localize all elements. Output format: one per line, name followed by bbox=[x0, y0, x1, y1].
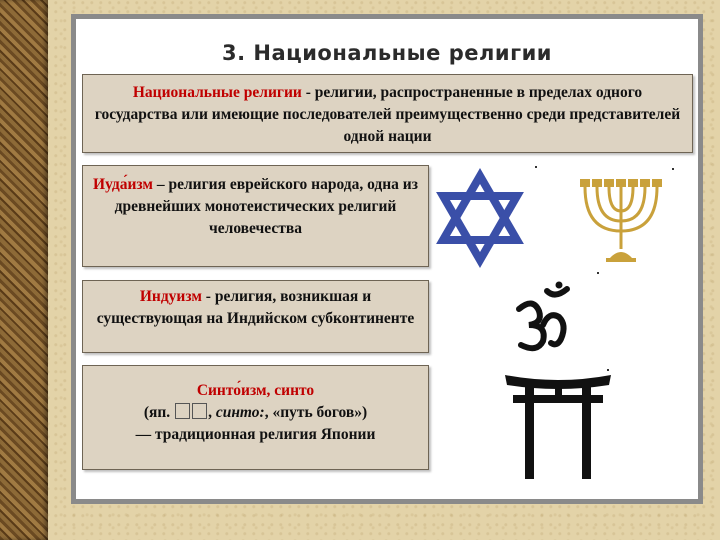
dot-mark bbox=[672, 168, 674, 170]
menorah-icon bbox=[571, 169, 671, 269]
decorative-strip bbox=[0, 0, 48, 540]
torii-icon bbox=[503, 369, 613, 479]
kanji-glyph bbox=[175, 403, 190, 419]
hinduism-box bbox=[82, 280, 429, 353]
definition-term: Национальные религии bbox=[132, 84, 302, 101]
judaism-box bbox=[82, 165, 429, 267]
hinduism-text: - религия, возникшая и существующая на Индийском субконтиненте bbox=[96, 288, 415, 327]
definition-text: - религии, распространенные в пределах одного государства или имеющие последователей преимущественно среди представителей одной нации bbox=[94, 84, 681, 145]
definition-box bbox=[82, 74, 693, 153]
shinto-line2: (яп. , синто:, «путь богов») bbox=[143, 404, 368, 421]
slide-panel bbox=[71, 14, 703, 504]
shinto-box bbox=[82, 365, 429, 470]
judaism-term: Иуда́изм bbox=[93, 176, 153, 193]
shinto-term: Синто́изм, синто bbox=[196, 382, 315, 399]
hinduism-term: Индуизм bbox=[139, 288, 202, 305]
judaism-text: – религия еврейского народа, одна из древнейших монотеистических религий человечества bbox=[114, 176, 418, 237]
shinto-romaji: синто: bbox=[215, 404, 265, 421]
shinto-line3: — традиционная религия Японии bbox=[135, 426, 376, 443]
om-icon bbox=[509, 281, 579, 361]
kanji-glyph bbox=[192, 403, 207, 419]
dot-mark bbox=[597, 272, 599, 274]
star-of-david-icon bbox=[435, 168, 525, 268]
dot-mark bbox=[535, 166, 537, 168]
dot-mark bbox=[607, 369, 609, 371]
page-title: 3. Национальные религии bbox=[221, 41, 553, 65]
